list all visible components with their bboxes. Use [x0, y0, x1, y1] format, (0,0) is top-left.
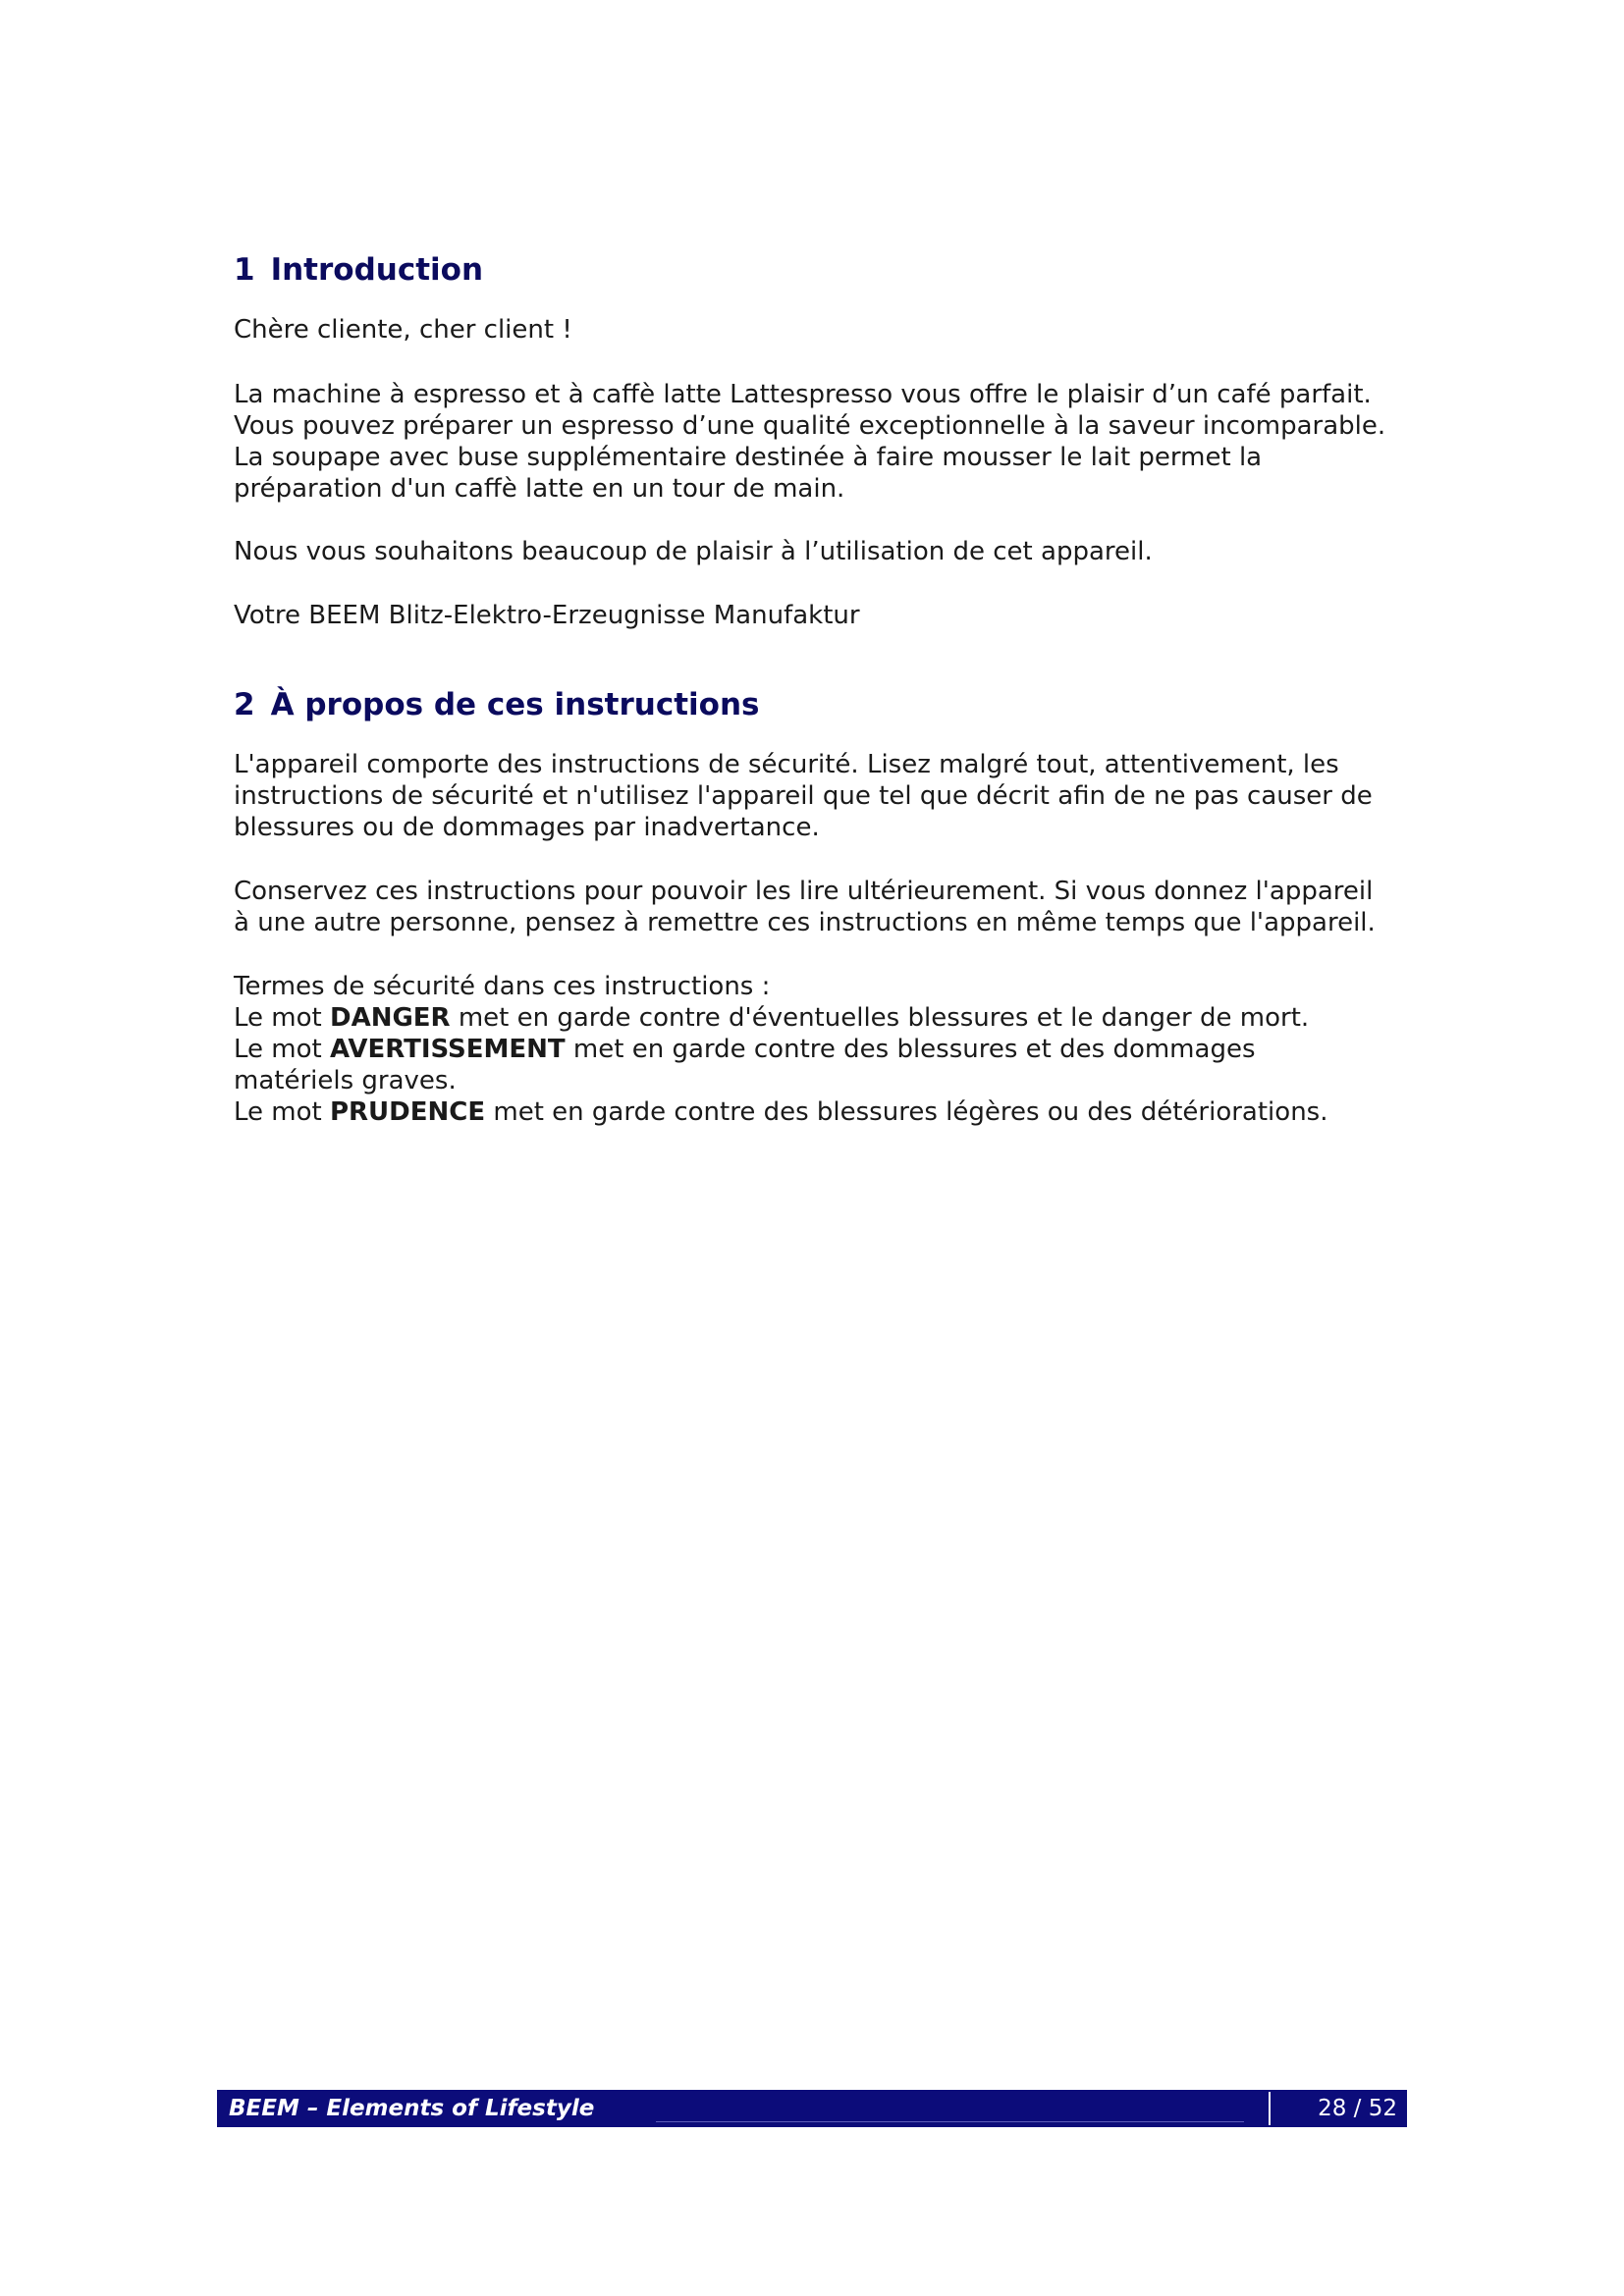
term-danger-line [234, 1003, 1309, 1033]
safety-terms-paragraph [234, 971, 1327, 1128]
footer-brand: BEEM – Elements of Lifestyle [229, 2096, 595, 2121]
section-number: 2 [234, 687, 255, 722]
keep-instructions-paragraph [234, 876, 1376, 938]
term-danger-text: met en garde contre d'éventuelles blessures et le danger de mort. [450, 1003, 1310, 1033]
term-danger-word: DANGER [329, 1003, 451, 1033]
greeting-paragraph: Chère cliente, cher client ! [234, 315, 572, 345]
term-prefix: Le mot [234, 1003, 330, 1033]
paragraph-line: L'appareil comporte des instructions de sécurité. Lisez malgré tout, attentivement, les [234, 750, 1339, 779]
term-warning-line [234, 1035, 1255, 1064]
paragraph-line: à une autre personne, pensez à remettre ces instructions en même temps que l'appareil. [234, 908, 1376, 937]
term-warning-word: AVERTISSEMENT [329, 1035, 566, 1064]
paragraph-line: Conservez ces instructions pour pouvoir les lire ultérieurement. Si vous donnez l'appareil [234, 877, 1374, 906]
paragraph-line: préparation d'un caffè latte en un tour de main. [234, 474, 845, 504]
paragraph-line: La soupape avec buse supplémentaire destinée à faire mousser le lait permet la [234, 443, 1263, 472]
term-prefix: Le mot [234, 1035, 330, 1064]
safety-terms-intro: Termes de sécurité dans ces instructions : [234, 972, 771, 1001]
paragraph-line: blessures ou de dommages par inadvertance. [234, 813, 820, 842]
section-number: 1 [234, 252, 255, 288]
intro-paragraph [234, 379, 1385, 505]
footer-separator [1269, 2092, 1271, 2125]
paragraph-line: Vous pouvez préparer un espresso d’une qualité exceptionnelle à la saveur incomparable. [234, 411, 1386, 441]
section-heading-about-instructions [234, 687, 760, 723]
signature-paragraph: Votre BEEM Blitz-Elektro-Erzeugnisse Manufaktur [234, 601, 860, 630]
paragraph-line: La machine à espresso et à caffè latte Lattespresso vous offre le plaisir d’un café parfait. [234, 380, 1372, 409]
footer-rule [656, 2121, 1244, 2122]
term-warning-continuation: matériels graves. [234, 1066, 457, 1095]
term-warning-text: met en garde contre des blessures et des dommages [565, 1035, 1256, 1064]
term-caution-word: PRUDENCE [329, 1097, 486, 1127]
page-footer [217, 2090, 1407, 2127]
page-number: 28 / 52 [1318, 2096, 1397, 2121]
section-title: À propos de ces instructions [270, 687, 760, 722]
paragraph-line: instructions de sécurité et n'utilisez l'appareil que tel que décrit afin de ne pas causer de [234, 781, 1373, 811]
section-title: Introduction [270, 252, 484, 288]
safety-paragraph [234, 749, 1373, 843]
term-prefix: Le mot [234, 1097, 330, 1127]
section-heading-introduction [234, 252, 483, 289]
wish-paragraph: Nous vous souhaitons beaucoup de plaisir à l’utilisation de cet appareil. [234, 537, 1153, 566]
term-caution-line [234, 1097, 1327, 1127]
term-caution-text: met en garde contre des blessures légères ou des détériorations. [485, 1097, 1328, 1127]
